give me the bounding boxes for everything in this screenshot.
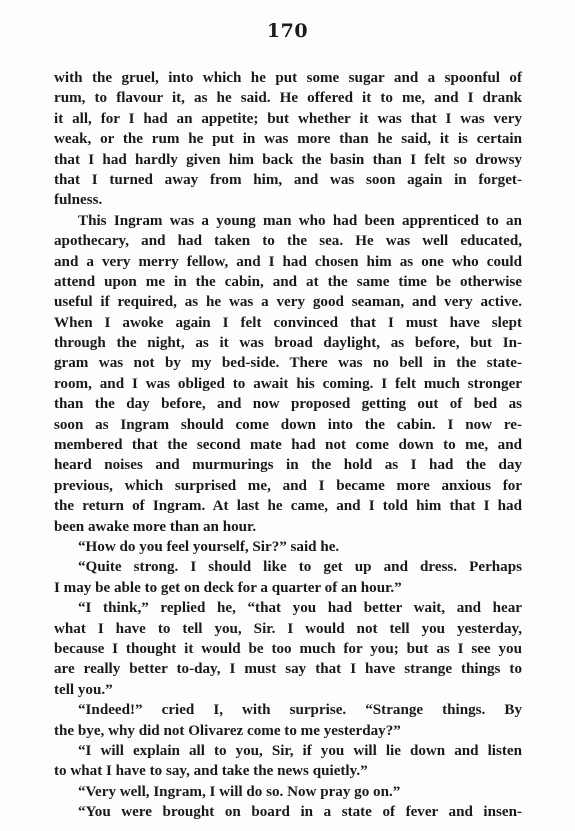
text-line: fulness.: [54, 192, 103, 209]
text-line: “Quite strong. I should like to get up and dress. Perhaps: [78, 559, 522, 576]
text-line: through the night, as it was broad daylight, as before, but In-: [54, 335, 522, 352]
text-line: useful if required, as he was a very good seaman, and very active.: [54, 294, 522, 311]
text-line: soon as Ingram should come down into the cabin. I now re-: [54, 416, 522, 433]
text-line: and a very merry fellow, and I had chosen him as one who could: [54, 253, 522, 270]
text-line: “How do you feel yourself, Sir?” said he.: [78, 538, 340, 555]
text-line: been awake more than an hour.: [54, 518, 257, 535]
text-line: “I will explain all to you, Sir, if you will lie down and listen: [78, 742, 522, 759]
text-line: membered that the second mate had not come down to me, and: [54, 437, 522, 454]
text-line: tell you.”: [54, 681, 113, 698]
text-line: are really better to-day, I must say that I have strange things to: [54, 661, 522, 678]
text-line: “You were brought on board in a state of fever and insen-: [78, 804, 522, 821]
text-line: the bye, why did not Olivarez come to me yesterday?”: [54, 722, 401, 739]
text-line: heard noises and murmurings in the hold as I had the day: [54, 457, 522, 474]
text-line: than the day before, and now proposed getting out of bed as: [54, 396, 522, 413]
body-text: [54, 68, 522, 822]
text-line: previous, which surprised me, and I became more anxious for: [54, 477, 522, 494]
text-line: that I had hardly given him back the basin than I felt so drowsy: [54, 151, 522, 168]
text-line: “Indeed!” cried I, with surprise. “Strange things. By: [78, 702, 522, 719]
text-line: When I awoke again I felt convinced that I must have slept: [54, 314, 522, 331]
text-line: rum, to flavour it, as he said. He offered it to me, and I drank: [54, 90, 522, 107]
text-line: room, and I was obliged to await his coming. I felt much stronger: [54, 375, 522, 392]
text-line: weak, or the rum he put in was more than he said, it is certain: [54, 131, 522, 148]
text-line: “Very well, Ingram, I will do so. Now pray go on.”: [78, 783, 401, 800]
text-line: This Ingram was a young man who had been apprenticed to an: [78, 212, 522, 229]
text-line: to what I have to say, and take the news quietly.”: [54, 763, 368, 780]
text-line: I may be able to get on deck for a quarter of an hour.”: [54, 579, 402, 596]
text-line: that I turned away from him, and was soon again in forget-: [54, 171, 522, 188]
text-line: the return of Ingram. At last he came, and I told him that I had: [54, 498, 522, 515]
text-line: with the gruel, into which he put some sugar and a spoonful of: [54, 70, 522, 86]
text-line: apothecary, and had taken to the sea. He was well educated,: [54, 233, 522, 250]
text-line: because I thought it would be too much for you; but as I see you: [54, 640, 522, 657]
text-line: attend upon me in the cabin, and at the same time be otherwise: [54, 273, 522, 290]
text-line: “I think,” replied he, “that you had better wait, and hear: [78, 600, 522, 617]
text-line: it all, for I had an appetite; but whether it was that I was very: [54, 110, 522, 127]
page-number: 170: [266, 20, 309, 42]
text-line: what I have to tell you, Sir. I would not tell you yesterday,: [54, 620, 522, 637]
text-line: gram was not by my bed-side. There was no bell in the state-: [54, 355, 522, 372]
